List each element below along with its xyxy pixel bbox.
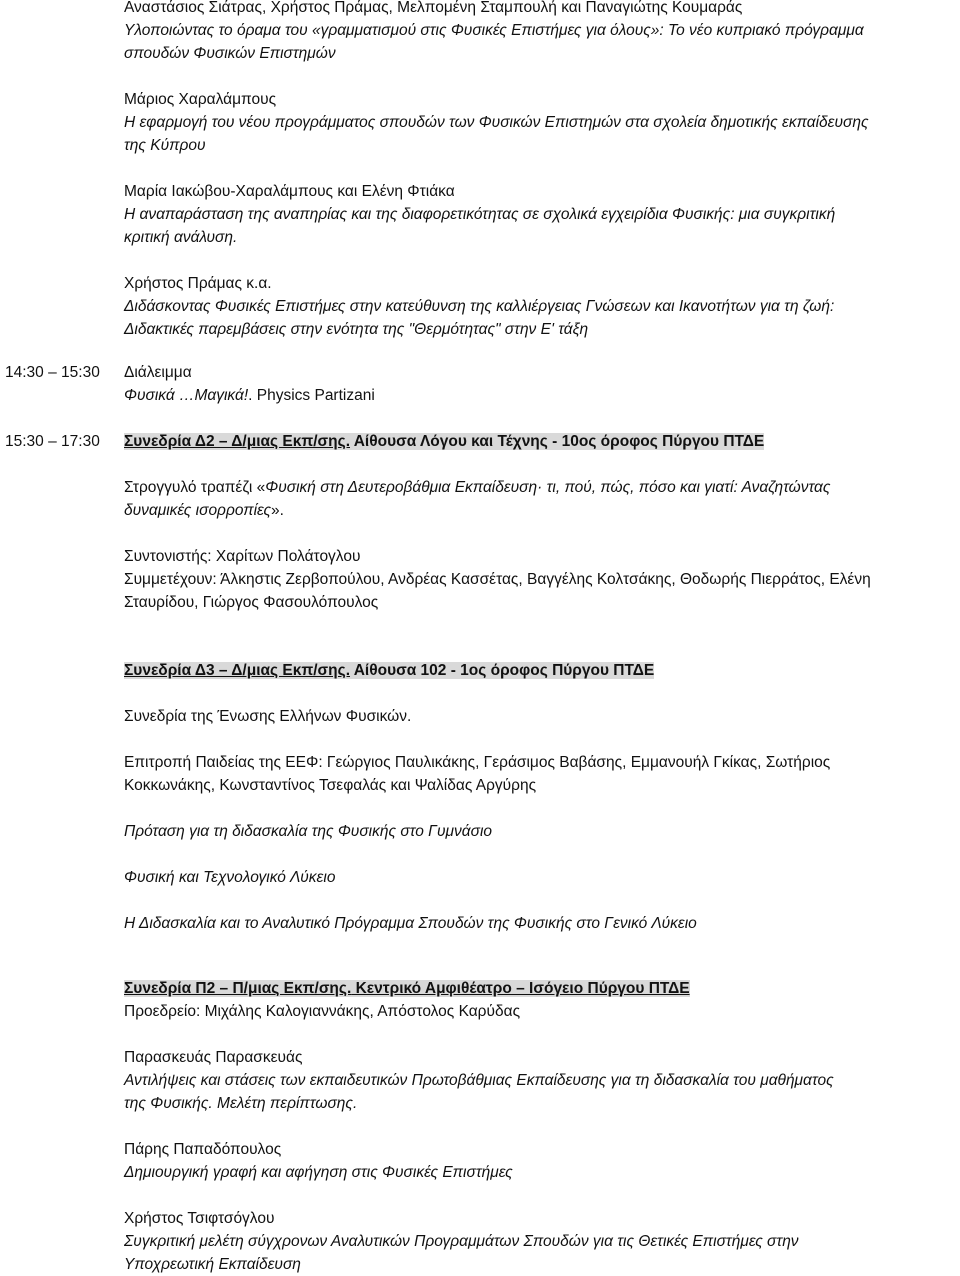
show-title: Φυσικά …Μαγικά!	[124, 387, 249, 404]
entry-authors: Αναστάσιος Σιάτρας, Χρήστος Πράμας, Μελπομένη Σταμπουλή και Παναγιώτης Κουμαράς	[124, 0, 743, 16]
entry-authors: Παρασκευάς Παρασκευάς	[124, 1049, 303, 1066]
entry-authors: Μάριος Χαραλάμπους	[124, 91, 277, 108]
session-d2-content	[124, 430, 956, 614]
time-slot: 15:30 – 17:30	[5, 433, 100, 450]
entry-authors: Χρήστος Τσιφτσόγλου	[124, 1210, 275, 1227]
session-chairs: Προεδρείο: Μιχάλης Καλογιαννάκης, Απόστολος Καρύδας	[124, 1003, 521, 1020]
session-heading	[124, 659, 956, 682]
entry-title: Η εφαρμογή του νέου προγράμματος σπουδών των Φυσικών Επιστημών στα σχολεία δημοτικής εκπαίδευσης	[124, 114, 869, 131]
entry-title: Η αναπαράσταση της αναπηρίας και της διαφορετικότητας σε σχολικά εγχειρίδια Φυσικής: μια συγκριτική	[124, 206, 836, 223]
entry-authors: Χρήστος Πράμας κ.α.	[124, 275, 272, 292]
entry-authors: Πάρης Παπαδόπουλος	[124, 1141, 282, 1158]
roundtable-line-cont	[124, 499, 956, 522]
entry-title-cont: Διδακτικές παρεμβάσεις στην ενότητα της "Θερμότητας" στην Ε' τάξη	[124, 321, 589, 338]
session-p2-content	[124, 977, 956, 1276]
entry-title: Διδάσκοντας Φυσικές Επιστήμες στην κατεύθυνση της καλλιέργειας Γνώσεων και Ικανοτήτων για τη ζωή:	[124, 298, 835, 315]
topic: Πρόταση για τη διδασκαλία της Φυσικής στο Γυμνάσιο	[124, 823, 493, 840]
roundtable-line	[124, 476, 956, 499]
session-venue: Αίθουσα Λόγου και Τέχνης - 10ος όροφος Πύργου ΠΤΔΕ	[350, 433, 765, 450]
session-d3-content	[124, 659, 956, 935]
committee-cont: Κοκκωνάκης, Κωνσταντίνος Τσεφαλάς και Ψαλίδας Αργύρης	[124, 777, 537, 794]
session-venue: Αίθουσα 102 - 1ος όροφος Πύργου ΠΤΔΕ	[350, 662, 655, 679]
entry-title: Αντιλήψεις και στάσεις των εκπαιδευτικών Πρωτοβάθμιας Εκπαίδευσης για τη διδασκαλία του μαθήματος	[124, 1072, 834, 1089]
topic: Φυσική και Τεχνολογικό Λύκειο	[124, 869, 336, 886]
time-slot: 14:30 – 15:30	[5, 364, 100, 381]
entry-title-cont: σπουδών Φυσικών Επιστημών	[124, 45, 336, 62]
entry-title-cont: της Κύπρου	[124, 137, 206, 154]
session-title: Συνεδρία Δ3 – Δ/μιας Εκπ/σης.	[124, 662, 350, 679]
break-label: Διάλειμμα	[124, 364, 192, 381]
coordinator: Συντονιστής: Χαρίτων Πολάτογλου	[124, 548, 361, 565]
session-title: Συνεδρία Δ2 – Δ/μιας Εκπ/σης.	[124, 433, 350, 450]
entry-title: Δημιουργική γραφή και αφήγηση στις Φυσικές Επιστήμες	[124, 1164, 513, 1181]
roundtable-prefix: Στρογγυλό τραπέζι «	[124, 479, 266, 496]
session-title: Συνεδρία Π2 – Π/μιας Εκπ/σης.	[124, 980, 352, 997]
topic: Η Διδασκαλία και το Αναλυτικό Πρόγραμμα Σπουδών της Φυσικής στο Γενικό Λύκειο	[124, 915, 697, 932]
break-content	[124, 361, 956, 407]
entry-title-cont: της Φυσικής. Μελέτη περίπτωσης.	[124, 1095, 358, 1112]
committee: Επιτροπή Παιδείας της ΕΕΦ: Γεώργιος Παυλικάκης, Γεράσιμος Βαβάσης, Εμμανουήλ Γκίκας, Σωτήριος	[124, 754, 831, 771]
entry-title-cont: κριτική ανάλυση.	[124, 229, 238, 246]
entry-title: Συγκριτική μελέτη σύγχρονων Αναλυτικών Προγραμμάτων Σπουδών για τις Θετικές Επιστήμες στην	[124, 1233, 799, 1250]
entry-title: Υλοποιώντας το όραμα του «γραμματισμού στις Φυσικές Επιστήμες για όλους»: Το νέο κυπριακό πρόγραμμα	[124, 22, 864, 39]
session-entries-content	[124, 0, 956, 341]
show-performer: . Physics Partizani	[248, 387, 375, 404]
roundtable-suffix: ».	[270, 502, 284, 519]
session-heading	[124, 430, 956, 453]
participants-cont: Σταυρίδου, Γιώργος Φασουλόπουλος	[124, 594, 379, 611]
session-venue: Κεντρικό Αμφιθέατρο – Ισόγειο Πύργου ΠΤΔΕ	[351, 980, 690, 997]
session-organizer: Συνεδρία της Ένωσης Ελλήνων Φυσικών.	[124, 708, 412, 725]
break-show	[124, 384, 956, 407]
roundtable-title-cont: δυναμικές ισορροπίες	[124, 502, 271, 519]
roundtable-title: Φυσική στη Δευτεροβάθμια Εκπαίδευση· τι, πού, πώς, πόσο και γιατί: Αναζητώντας	[265, 479, 831, 496]
session-heading	[124, 977, 956, 1000]
entry-authors: Μαρία Ιακώβου-Χαραλάμπους και Ελένη Φτιάκα	[124, 183, 455, 200]
participants: Συμμετέχουν: Άλκηστις Ζερβοπούλου, Ανδρέας Κασσέτας, Βαγγέλης Κολτσάκης, Θοδωρής Πιερράτος, Ελένη	[124, 571, 871, 588]
entry-title-cont: Υποχρεωτική Εκπαίδευση	[124, 1256, 301, 1273]
